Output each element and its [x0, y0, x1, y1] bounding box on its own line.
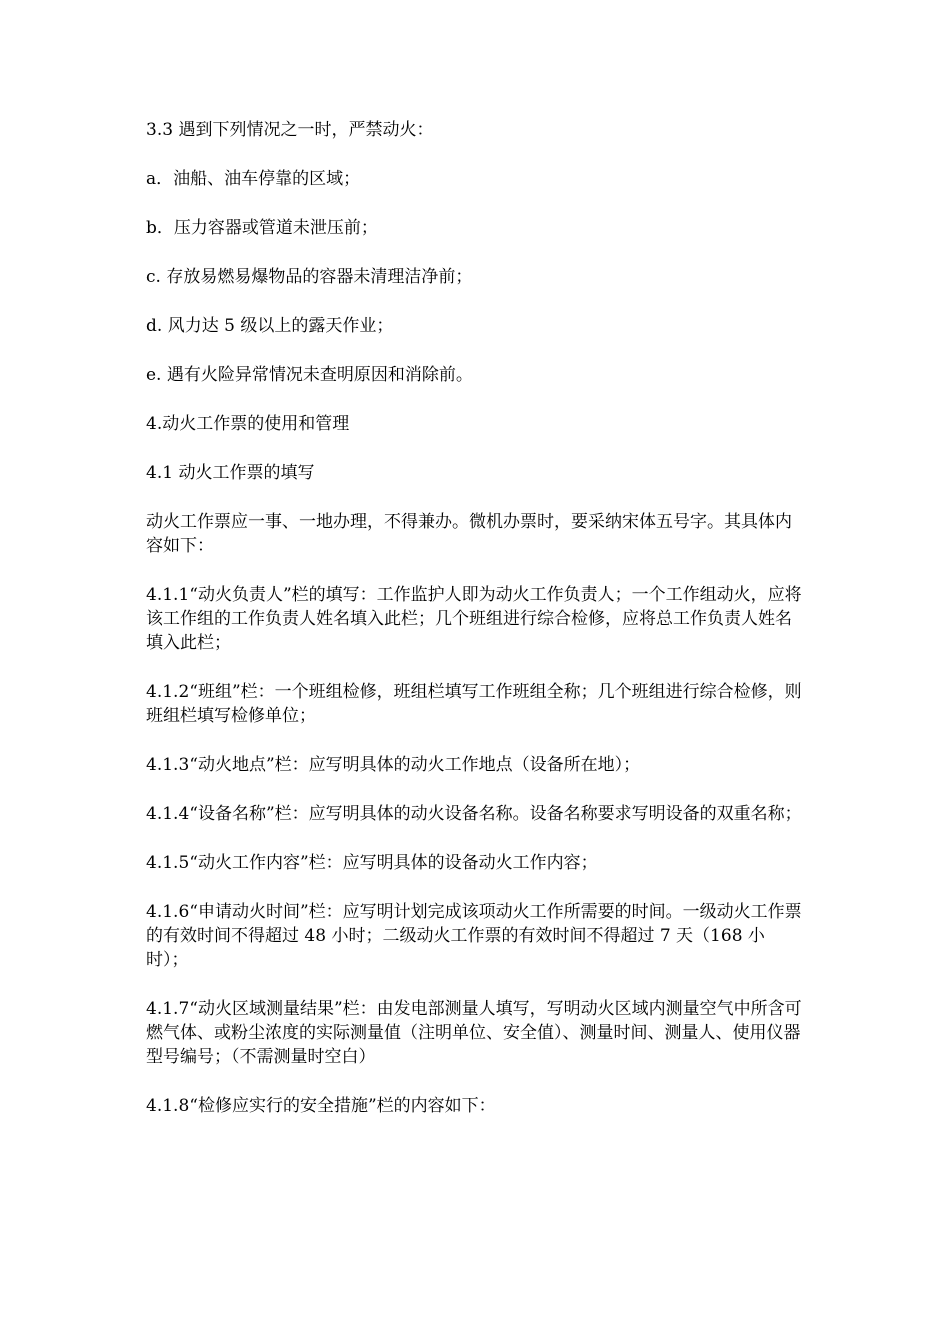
- section-heading-4-1: 4.1 动火工作票的填写: [146, 463, 315, 483]
- paragraph-item-a: a．油船、油车停靠的区域；: [146, 169, 361, 189]
- paragraph-item-b: b．压力容器或管道未泄压前；: [146, 218, 378, 238]
- paragraph-4-1-4: 4.1.4“设备名称”栏：应写明具体的动火设备名称。设备名称要求写明设备的双重名称；: [146, 804, 802, 824]
- paragraph-4-1-6: 4.1.6“申请动火时间”栏：应写明计划完成该项动火工作所需要的时间。一级动火工作票的有效时间不得超过 48 小时；二级动火工作票的有效时间不得超过 7 天（168 小时）；: [146, 902, 802, 970]
- paragraph-item-e: e. 遇有火险异常情况未查明原因和消除前。: [146, 365, 473, 385]
- paragraph-intro: 动火工作票应一事、一地办理，不得兼办。微机办票时，要采纳宋体五号字。其具体内容如下：: [146, 512, 792, 556]
- paragraph-item-d: d. 风力达 5 级以上的露天作业；: [146, 316, 394, 336]
- paragraph-item-c: c. 存放易燃易爆物品的容器未清理洁净前；: [146, 267, 473, 287]
- section-heading-4: 4.动火工作票的使用和管理: [146, 414, 350, 434]
- paragraph-4-1-2: 4.1.2“班组”栏：一个班组检修，班组栏填写工作班组全称；几个班组进行综合检修，则班组栏填写检修单位；: [146, 682, 802, 726]
- paragraph-4-1-8: 4.1.8“检修应实行的安全措施”栏的内容如下：: [146, 1096, 496, 1116]
- paragraph-3-3: 3.3 遇到下列情况之一时，严禁动火：: [146, 120, 434, 140]
- paragraph-4-1-3: 4.1.3“动火地点”栏：应写明具体的动火工作地点（设备所在地）；: [146, 755, 641, 775]
- paragraph-4-1-1: 4.1.1“动火负责人”栏的填写：工作监护人即为动火工作负责人；一个工作组动火，应将该工作组的工作负责人姓名填入此栏；几个班组进行综合检修，应将总工作负责人姓名填入此栏；: [146, 585, 802, 653]
- paragraph-4-1-5: 4.1.5“动火工作内容”栏：应写明具体的设备动火工作内容；: [146, 853, 598, 873]
- document-page: [146, 118, 806, 1143]
- paragraph-4-1-7: 4.1.7“动火区域测量结果”栏：由发电部测量人填写，写明动火区域内测量空气中所含可燃气体、或粉尘浓度的实际测量值（注明单位、安全值）、测量时间、测量人、使用仪器型号编号；（不需测量时空白）: [146, 999, 802, 1067]
